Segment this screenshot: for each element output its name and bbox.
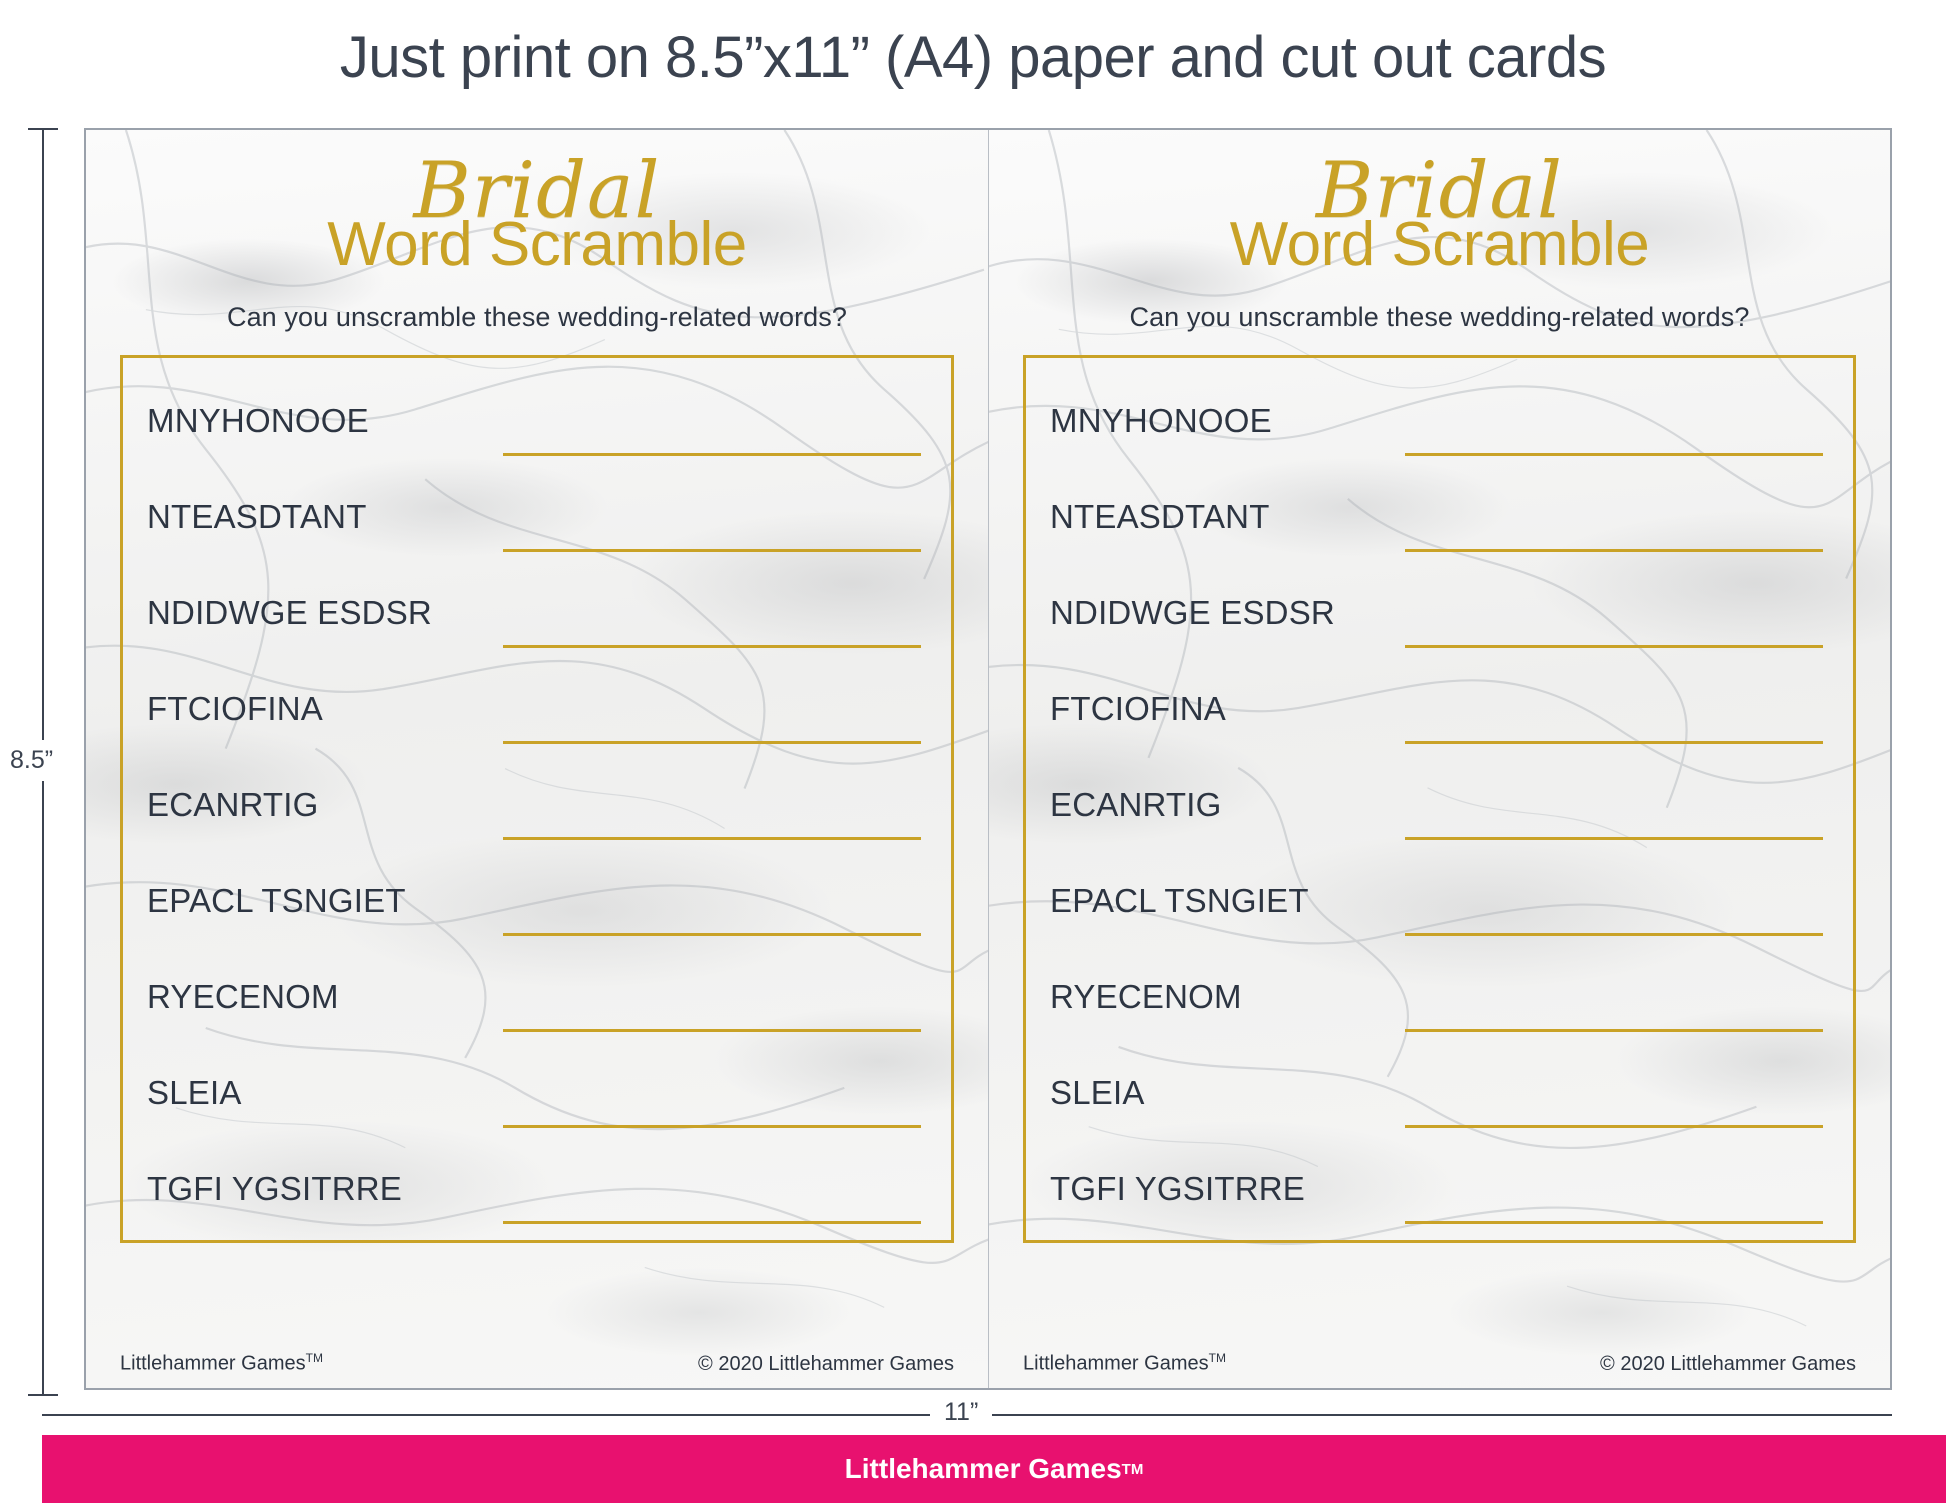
word-row [145,478,921,574]
card-footer-brand [1023,1351,1226,1376]
scrambled-word: RYECENOM [147,978,339,1015]
card-script-title: Bridal [1316,146,1563,236]
page-title: Just print on 8.5”x11” (A4) paper and cut out cards [339,25,1607,90]
answer-line[interactable] [1405,645,1823,648]
answer-line[interactable] [503,741,921,744]
answer-line[interactable] [503,837,921,840]
scrambled-word: NDIDWGE ESDSR [1050,594,1335,631]
word-row [1048,766,1823,862]
word-row [145,382,921,478]
answer-line[interactable] [1405,741,1823,744]
answer-line[interactable] [1405,453,1823,456]
answer-line[interactable] [503,645,921,648]
card-footer-brand-text: Littlehammer Games [1023,1353,1209,1375]
answer-line[interactable] [1405,1029,1823,1032]
trademark-mark: TM [1121,1460,1144,1478]
card-footer-brand-text: Littlehammer Games [120,1353,306,1375]
scrambled-word: FTCIOFINA [147,690,323,727]
word-row [1048,382,1823,478]
answer-line[interactable] [1405,1221,1823,1224]
card-main-title: Word Scramble [1229,210,1650,279]
card-footer-copyright: © 2020 Littlehammer Games [1600,1353,1856,1375]
scrambled-word: SLEIA [147,1074,242,1111]
width-measure-label: 11” [930,1396,992,1429]
scrambled-word: SLEIA [1050,1074,1145,1111]
scrambled-word: EPACL TSNGIET [147,882,406,919]
scrambled-word: ECANRTIG [1050,786,1222,823]
card-footer [1023,1351,1856,1376]
brand-bar [42,1435,1946,1503]
answer-line[interactable] [1405,549,1823,552]
word-row [1048,478,1823,574]
scrambled-word: NTEASDTANT [147,498,367,535]
word-list-box [1023,355,1856,1243]
game-card [988,130,1890,1388]
word-row [1048,1054,1823,1150]
answer-line[interactable] [503,1125,921,1128]
scrambled-word: FTCIOFINA [1050,690,1226,727]
scrambled-word: MNYHONOOE [1050,402,1272,439]
word-row [145,1150,921,1246]
scrambled-word: EPACL TSNGIET [1050,882,1309,919]
height-measure-label: 8.5” [8,740,55,781]
word-row [145,574,921,670]
answer-line[interactable] [503,1029,921,1032]
answer-line[interactable] [1405,1125,1823,1128]
scrambled-word: RYECENOM [1050,978,1242,1015]
word-row [145,958,921,1054]
word-row [145,670,921,766]
scrambled-word: ECANRTIG [147,786,319,823]
word-row [145,862,921,958]
word-row [1048,862,1823,958]
word-row [1048,958,1823,1054]
word-row [1048,670,1823,766]
card-footer [120,1351,954,1376]
trademark-mark: TM [305,1351,323,1366]
answer-line[interactable] [503,933,921,936]
game-card [86,130,988,1388]
word-row [145,766,921,862]
trademark-mark: TM [1208,1351,1226,1366]
card-content [989,130,1890,1388]
scrambled-word: NDIDWGE ESDSR [147,594,432,631]
answer-line[interactable] [503,549,921,552]
card-content [86,130,988,1388]
card-footer-brand [120,1351,323,1376]
scrambled-word: MNYHONOOE [147,402,369,439]
card-footer-copyright: © 2020 Littlehammer Games [698,1353,954,1375]
word-row [1048,574,1823,670]
brand-bar-text: Littlehammer Games [844,1453,1122,1484]
card-main-title: Word Scramble [327,210,747,279]
scrambled-word: TGFI YGSITRRE [1050,1170,1306,1207]
card-subtitle: Can you unscramble these wedding-related words? [1129,302,1750,332]
word-row [1048,1150,1823,1246]
answer-line[interactable] [1405,837,1823,840]
scrambled-word: TGFI YGSITRRE [147,1170,403,1207]
printable-sheet [84,128,1892,1390]
card-subtitle: Can you unscramble these wedding-related words? [226,302,848,332]
answer-line[interactable] [1405,933,1823,936]
height-ruler-cap-bottom [28,1394,58,1396]
scrambled-word: NTEASDTANT [1050,498,1270,535]
answer-line[interactable] [503,453,921,456]
card-script-title: Bridal [413,146,661,236]
answer-line[interactable] [503,1221,921,1224]
word-list-box [120,355,954,1243]
word-row [145,1054,921,1150]
